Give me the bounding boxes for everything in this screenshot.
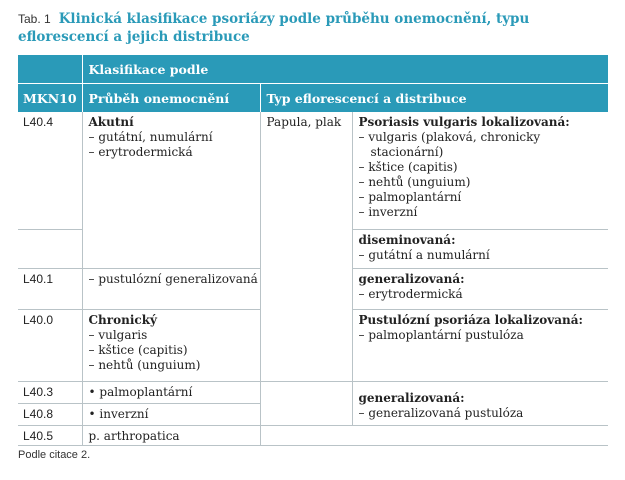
course-item: – kštice (capitis) [88,342,188,357]
course-title: Akutní [88,115,134,129]
dist-item: – kštice (capitis) [358,160,458,174]
course-item: • inverzní [88,406,149,421]
course-item: – pustulózní generalizovaná [88,271,258,286]
dist-item: – palmoplantární pustulóza [358,327,524,342]
cell-distribution [352,112,608,229]
dist-title: generalizovaná: [358,390,465,405]
table-caption [18,10,618,46]
course-item: p. arthropatica [88,428,180,443]
dist-item: stacionární) [370,145,444,159]
course-item: – nehtů (unguium) [88,357,201,372]
cell-code: L40.3 [18,381,82,403]
course-item: – erytrodermická [88,145,193,159]
course-title: Chronický [88,312,157,327]
course-item: • palmoplantární [88,384,193,399]
dist-item: – vulgaris (plaková, chronicky [358,130,541,144]
dist-item: – nehtů (unguium) [358,175,471,189]
cell-distribution [352,309,608,381]
header-course: Průběh onemocnění [82,84,260,113]
cell-course [82,112,260,268]
course-item: – gutátní, numulární [88,130,213,144]
cell-code: L40.8 [18,403,82,425]
table-row [18,381,608,403]
header-type: Typ eflorescencí a distribuce [260,84,608,113]
dist-item: – erytrodermická [358,286,463,301]
dist-title: Pustulózní psoriáza lokalizovaná: [358,312,583,327]
cell-type: Papula, plak [260,112,352,381]
classification-table [18,55,608,446]
dist-item: – generalizovaná pustulóza [358,405,524,420]
cell-type-empty [260,381,352,425]
source-note: Podle citace 2. [18,449,91,461]
table-title: Klinická klasifikace psoriázy podle průběhu onemocnění, typu eflorescencí a jejich distribuce [18,11,530,45]
cell-code-empty [18,229,82,268]
table-row [18,425,608,445]
dist-title: diseminovaná: [358,232,456,247]
cell-code: L40.4 [18,112,82,229]
cell-code: L40.1 [18,268,82,309]
dist-item: – inverzní [358,205,418,219]
table-row [18,112,608,229]
cell-empty [260,425,608,445]
header-empty [18,55,82,84]
cell-course [82,309,260,381]
dist-title: Psoriasis vulgaris lokalizovaná: [358,115,570,129]
header-mkn10: MKN10 [18,84,82,113]
dist-item: – palmoplantární [358,190,462,204]
cell-course [82,403,260,425]
table-label: Tab. 1 [18,12,51,26]
cell-distribution [352,381,608,425]
cell-code: L40.0 [18,309,82,381]
dist-title: generalizovaná: [358,271,465,286]
cell-code: L40.5 [18,425,82,445]
cell-distribution [352,229,608,268]
cell-course [82,381,260,403]
cell-distribution [352,268,608,309]
course-item: – vulgaris [88,327,148,342]
dist-item: – gutátní a numulární [358,247,490,262]
cell-course [82,268,260,309]
cell-course [82,425,260,445]
header-group: Klasifikace podle [82,55,608,84]
